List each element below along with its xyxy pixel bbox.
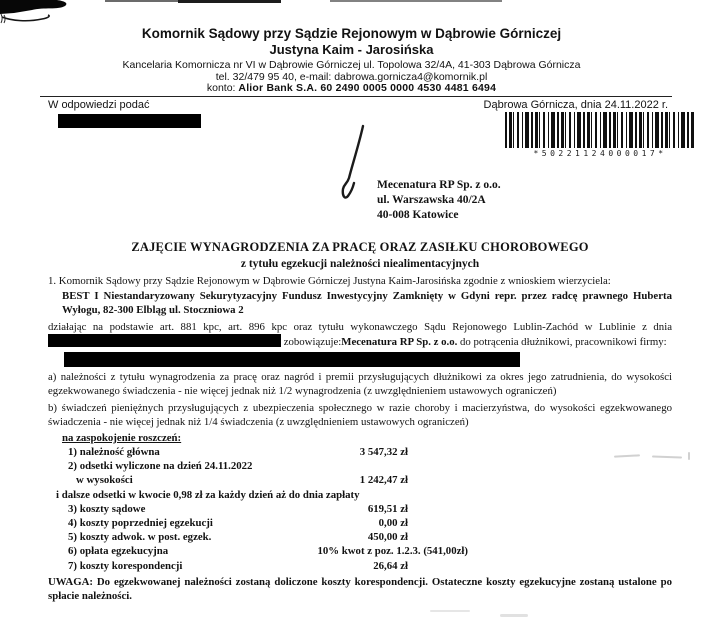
header-divider <box>40 96 672 97</box>
scan-edge-line <box>330 0 502 2</box>
document-subtitle: z tytułu egzekucji należności niealimentacyjnych <box>240 258 480 270</box>
claim-row <box>48 530 672 544</box>
bailiff-name: Justyna Kaim - Jarosińska <box>269 42 434 57</box>
paragraph-order <box>48 320 672 349</box>
pencil-mark-artifact <box>430 610 470 612</box>
office-address: Kancelaria Komornicza nr VI w Dąbrowie Górniczej ul. Topolowa 32/4A, 41-303 Dąbrowa Górnicza <box>122 59 581 71</box>
obligates-text: zobowiązuje: <box>281 336 342 348</box>
recipient-street: ul. Warszawska 40/2A <box>377 194 486 206</box>
claim-label: 7) koszty korespondencji <box>68 559 183 572</box>
document-title: ZAJĘCIE WYNAGRODZENIA ZA PRACĘ ORAZ ZASIŁKU CHOROBOWEGO <box>131 240 589 254</box>
office-contact: tel. 32/479 95 40, e-mail: dabrowa.gornicza4@komornik.pl <box>215 70 488 83</box>
pencil-mark-artifact <box>688 452 690 460</box>
claim-value: 3 547,32 zł <box>359 446 408 458</box>
recipient-name: Mecenatura RP Sp. z o.o. <box>377 179 501 191</box>
barcode-number: *50221124000017* <box>533 149 667 158</box>
redaction-box-date <box>48 334 281 347</box>
office-name: Komornik Sądowy przy Sądzie Rejonowym w Dąbrowie Górniczej <box>141 26 562 41</box>
claim-row <box>48 544 672 558</box>
claim-label: i dalsze odsetki w kwocie 0,98 zł za każdy dzień aż do dnia zapłaty <box>56 488 360 501</box>
letterhead <box>0 26 703 95</box>
claim-row <box>48 459 672 473</box>
recipient-city: 40-008 Katowice <box>377 209 459 221</box>
claim-value: 10% kwot z poz. 1.2.3. (541,00zł) <box>317 545 468 558</box>
claim-value: 0,00 zł <box>378 516 408 529</box>
creditor-name: BEST I Niestandaryzowany Sekurytyzacyjny Fundusz Inwestycyjny Zamknięty w Gdyni repr. przez radcę prawnego Huberta Wyłogu, 82-300 Elbląg ul. Stoczniowa 2 <box>62 290 672 316</box>
claim-row <box>48 488 672 502</box>
place-date-line: Dąbrowa Górnicza, dnia 24.11.2022 r. <box>483 99 668 111</box>
barcode-bars <box>505 112 695 148</box>
pencil-mark-artifact <box>500 614 528 617</box>
redaction-box-debtor <box>64 352 520 367</box>
item-b: b) świadczeń pieniężnych przysługujących z ubezpieczenia społecznego w razie choroby i macierzyństwa, do wysokości egzekwowanego świadczenia - nie więcej jednak niż 1/4 świadczenia (z uwzględnieniem ustawowych ograniczeń) <box>48 402 672 428</box>
item-a: a) należności z tytułu wynagrodzenia za pracę oraz nagród i premii przysługujących dłużnikowi za okres jego zatrudnienia, do wysokości egzekwowanego świadczenia - nie więcej jednak niż 1/2 wynagrodzenia (z uwzględnieniem ustawowych ograniczeń) <box>48 371 672 397</box>
handwritten-checkmark <box>336 122 370 206</box>
uwaga-note: UWAGA: Do egzekwowanej należności zostaną doliczone koszty korespondencji. Ostateczne koszty egzekucyjne zostaną ustalone po spłacie należności. <box>48 575 672 602</box>
claim-label: 6) opłata egzekucyjna <box>68 545 169 558</box>
recipient-address <box>377 178 501 223</box>
employer-name: Mecenatura RP Sp. z o.o. <box>341 336 458 348</box>
konto-label: konto: <box>206 82 239 94</box>
claim-label: 1) należność główna <box>68 446 160 458</box>
konto-value: Alior Bank S.A. 60 2490 0005 0000 4530 4481 6494 <box>238 82 497 94</box>
claim-value: 26,64 zł <box>373 559 408 572</box>
claims-heading: na zaspokojenie roszczeń: <box>62 432 182 444</box>
claim-label: 5) koszty adwok. w post. egzek. <box>68 531 212 544</box>
claim-label: 3) koszty sądowe <box>68 502 146 515</box>
paragraph-intro: 1. Komornik Sądowy przy Sądzie Rejonowym w Dąbrowie Górniczej Justyna Kaim-Jarosińska zgodnie z wnioskiem wierzyciela: <box>48 275 611 287</box>
legal-basis-text: działając na podstawie art. 881 kpc, art. 896 kpc oraz tytułu wykonawczego Sądu Rejonowego Lublin-Zachód w Lublinie z dnia <box>48 321 672 333</box>
claim-row <box>48 559 672 573</box>
claim-value: 1 242,47 zł <box>359 474 408 487</box>
barcode <box>505 112 695 158</box>
document-body <box>48 240 672 603</box>
claim-row <box>48 445 672 459</box>
claim-label: 2) odsetki wyliczone na dzień 24.11.2022 <box>68 460 253 473</box>
claim-row <box>48 516 672 530</box>
claim-value: 450,00 zł <box>367 531 408 544</box>
redaction-box-case-number <box>58 114 201 128</box>
bank-account-line <box>0 83 703 95</box>
reply-reference-label: W odpowiedzi podać <box>48 99 150 111</box>
claim-row <box>48 473 672 487</box>
scan-edge-line <box>178 0 281 3</box>
deduction-text: do potrącenia dłużnikowi, pracownikowi firmy: <box>457 336 667 348</box>
claim-row <box>48 502 672 516</box>
claim-value: 619,51 zł <box>367 502 408 515</box>
claim-label: w wysokości <box>76 474 133 487</box>
claim-label: 4) koszty poprzedniej egzekucji <box>68 516 213 529</box>
